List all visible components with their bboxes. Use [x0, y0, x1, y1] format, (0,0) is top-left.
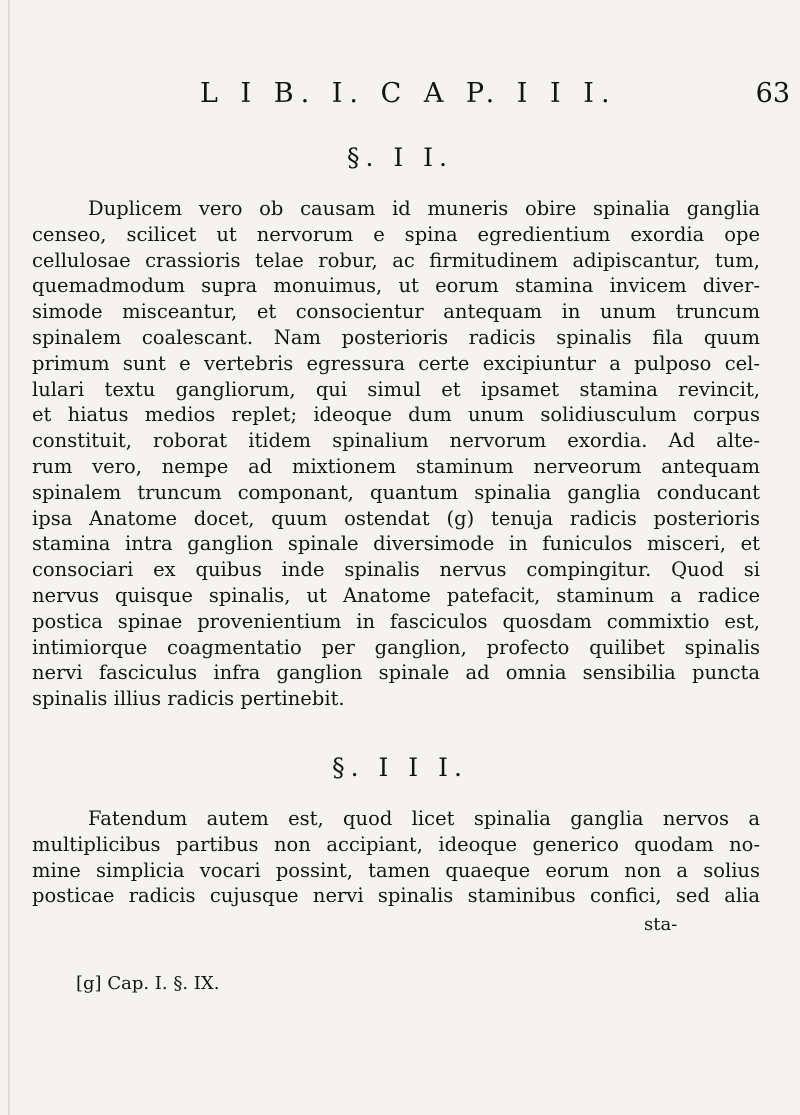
- paragraph-line: rum vero, nempe ad mixtionem staminum nerveorum antequam: [32, 454, 760, 478]
- paragraph-line: spinalem truncum componant, quantum spinalia ganglia conducant: [32, 480, 760, 504]
- paragraph-line: posticae radicis cujusque nervi spinalis staminibus confici, sed alia: [32, 884, 760, 908]
- footnote-marker: [g]: [76, 973, 102, 994]
- paragraph-line: nervi fasciculus infra ganglion spinale ad omnia sensibilia puncta: [32, 661, 760, 685]
- paragraph-line: consociari ex quibus inde spinalis nervus compingitur. Quod si: [32, 558, 760, 582]
- paragraph-line: spinalem coalescant. Nam posterioris radicis spinalis fila quum: [32, 325, 760, 349]
- footnote: [76, 973, 219, 994]
- paragraph-line: censeo, scilicet ut nervorum e spina egredientium exordia ope: [32, 222, 760, 246]
- running-header: [200, 78, 790, 114]
- chapter-heading: L I B. I. C A P. I I I.: [200, 78, 617, 109]
- paragraph-line: lulari textu gangliorum, qui simul et ipsamet stamina revincit,: [32, 377, 760, 401]
- catchword: sta-: [644, 914, 678, 935]
- paragraph-line: mine simplicia vocari possint, tamen quaeque eorum non a solius: [32, 858, 760, 882]
- paragraph-line: Fatendum autem est, quod licet spinalia ganglia nervos a: [88, 807, 760, 830]
- section-three-title: §. I I I.: [332, 753, 468, 782]
- paragraph-line: constituit, roborat itidem spinalium nervorum exordia. Ad alte-: [32, 429, 760, 453]
- page-number: 63: [755, 78, 790, 109]
- paragraph-line: primum sunt e vertebris egressura certe excipiuntur a pulposo cel-: [32, 351, 760, 375]
- paragraph-line: quemadmodum supra monuimus, ut eorum stamina invicem diver-: [32, 274, 760, 298]
- section-two-title: §. I I.: [346, 143, 454, 172]
- paragraph-line: stamina intra ganglion spinale diversimode in funiculos misceri, et: [32, 532, 760, 556]
- paragraph-line: multiplicibus partibus non accipiant, ideoque generico quodam no-: [32, 832, 760, 856]
- paragraph-line: et hiatus medios replet; ideoque dum unum solidiusculum corpus: [32, 403, 760, 427]
- paragraph-line: ipsa Anatome docet, quum ostendat (g) tenuja radicis posterioris: [32, 506, 760, 530]
- paragraph-line: Duplicem vero ob causam id muneris obire spinalia ganglia: [88, 197, 760, 220]
- footnote-text: Cap. I. §. IX.: [107, 973, 220, 994]
- paragraph-line: cellulosae crassioris telae robur, ac firmitudinem adipiscantur, tum,: [32, 248, 760, 272]
- section-three-paragraph: [32, 806, 760, 909]
- paragraph-line: intimiorque coagmentatio per ganglion, profecto quilibet spinalis: [32, 635, 760, 659]
- paragraph-line: nervus quisque spinalis, ut Anatome patefacit, staminum a radice: [32, 583, 760, 607]
- section-two-paragraph: [32, 196, 760, 712]
- paragraph-line: postica spinae provenientium in fasciculos quosdam commixtio est,: [32, 609, 760, 633]
- paragraph-last-line: spinalis illius radicis pertinebit.: [32, 687, 345, 711]
- paragraph-line: simode misceantur, et consocientur antequam in unum truncum: [32, 300, 760, 324]
